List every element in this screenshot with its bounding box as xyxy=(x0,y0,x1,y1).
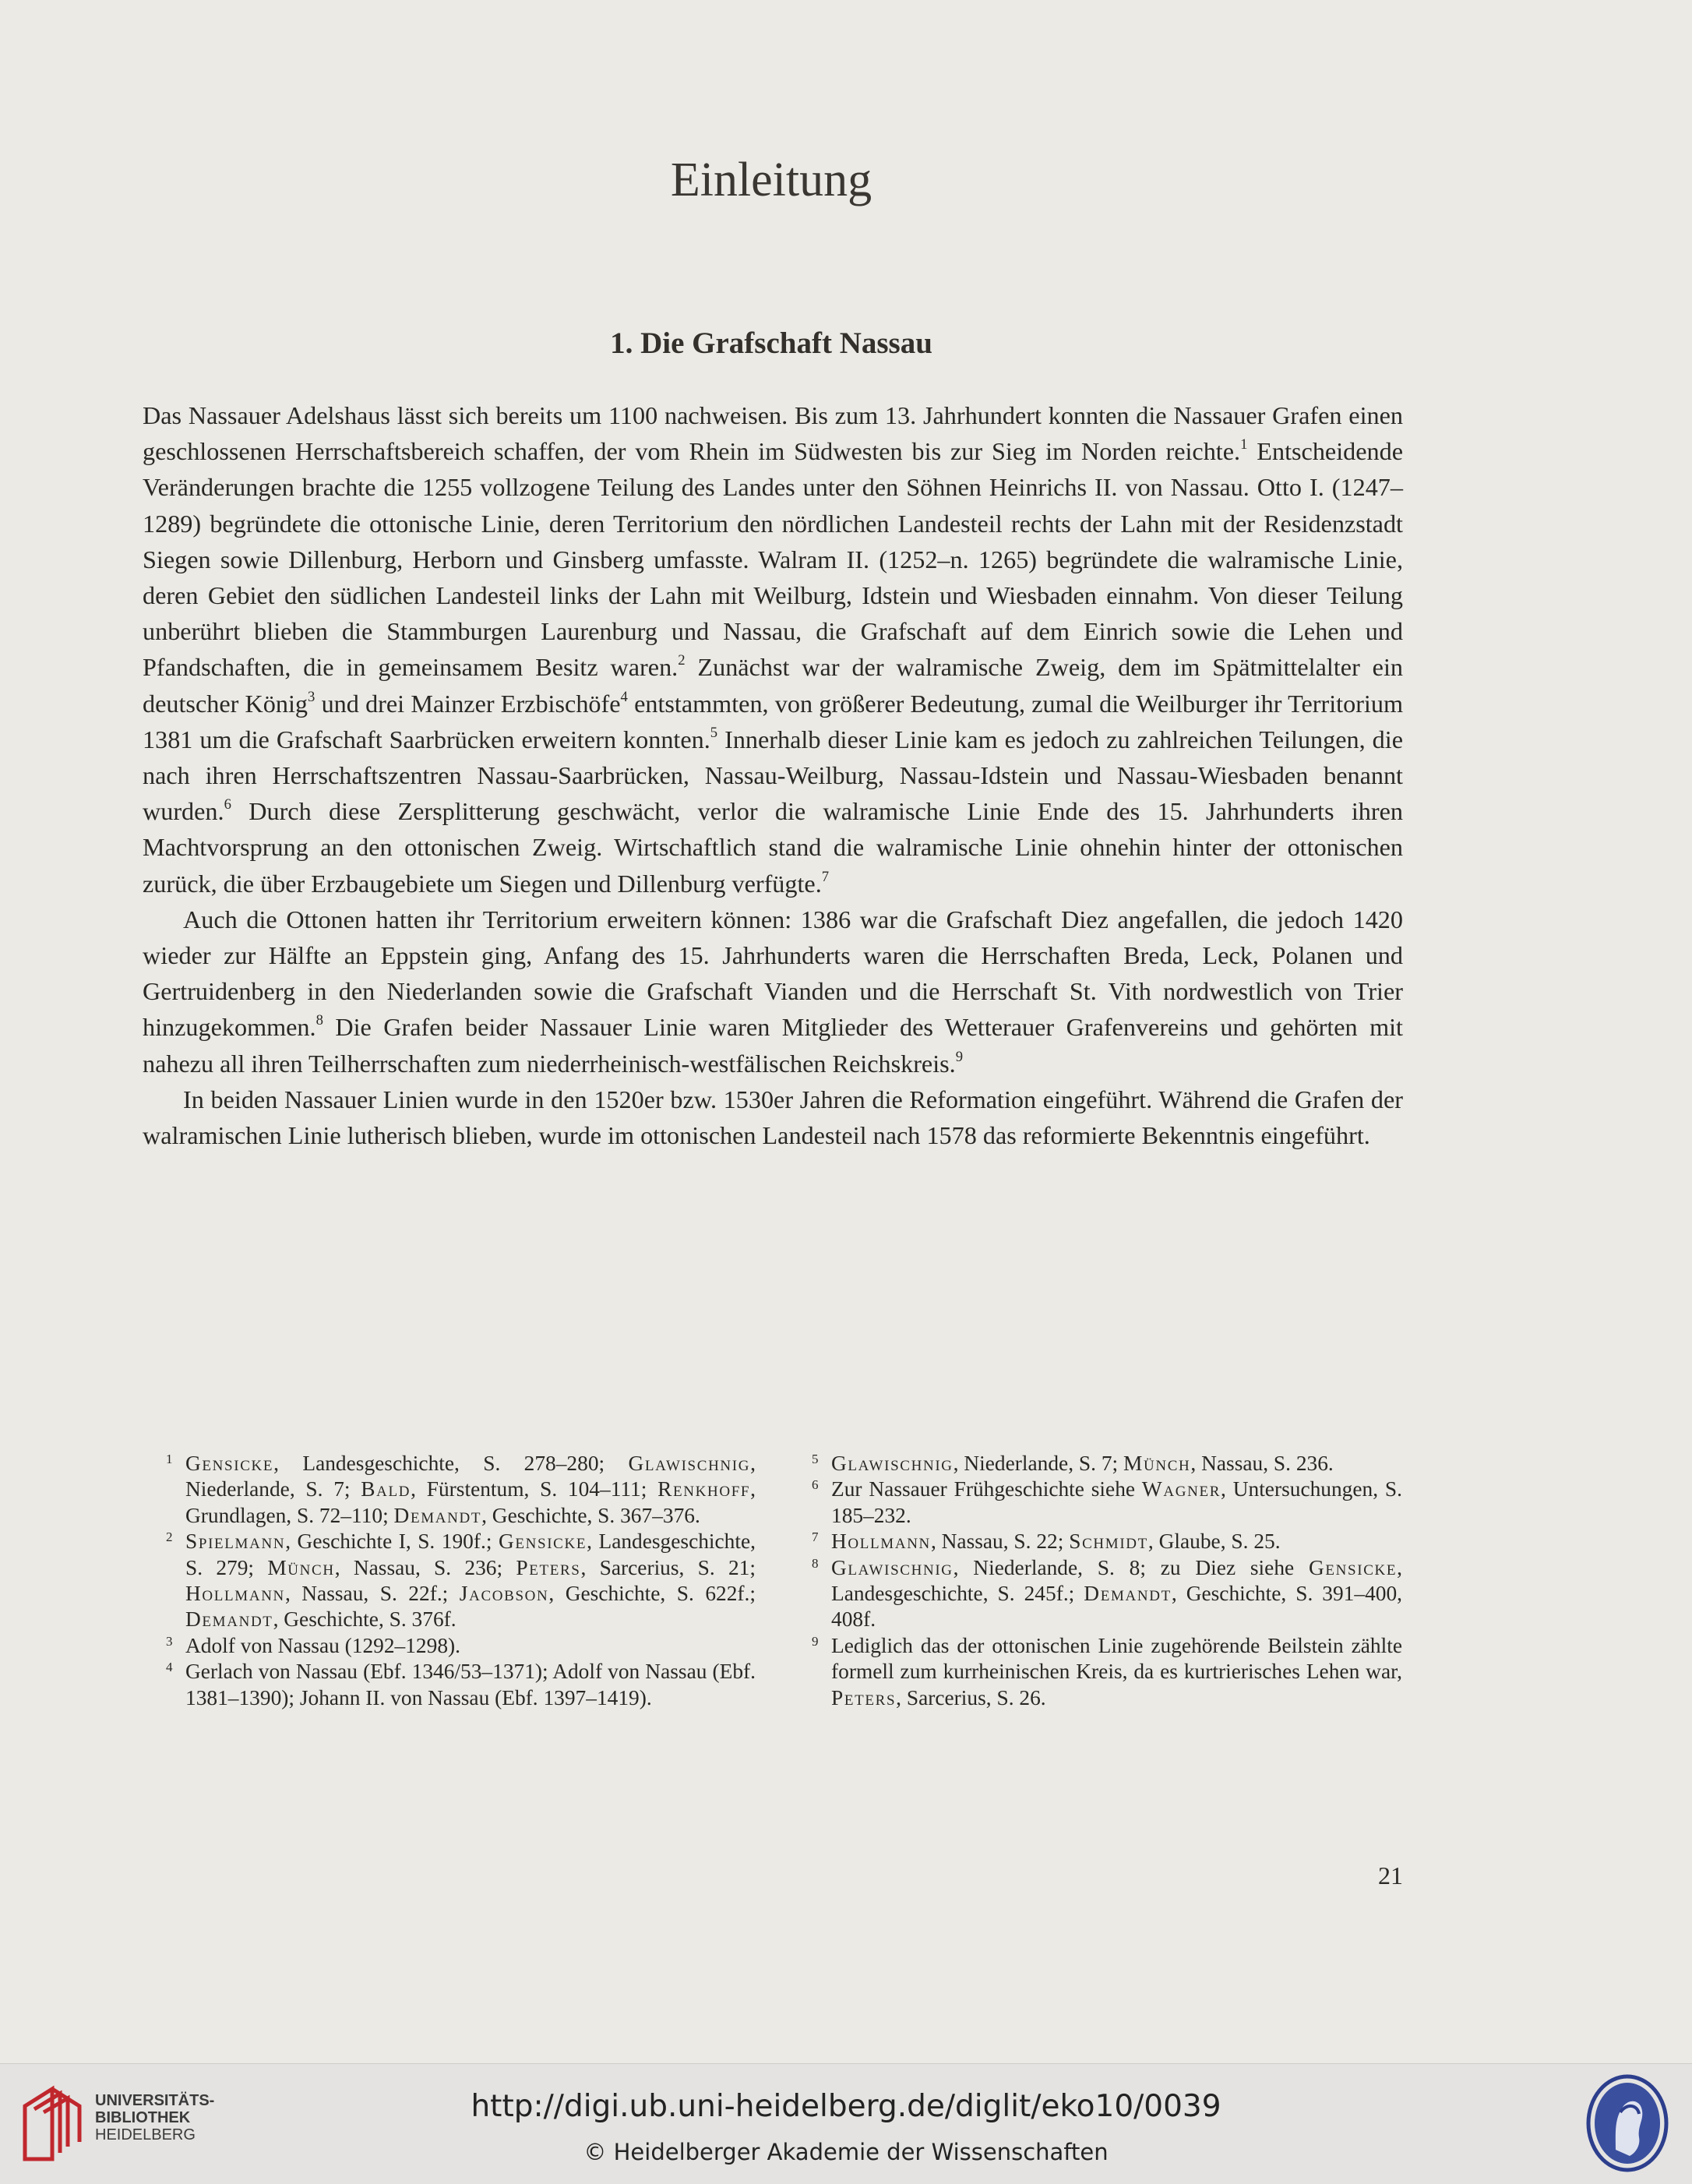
footnote-number: 4 xyxy=(166,1660,173,1675)
author-name: Wagner xyxy=(1141,1477,1221,1501)
author-name: Renkhoff xyxy=(657,1477,751,1501)
author-name: Münch xyxy=(1123,1452,1191,1475)
author-name: Jacobson xyxy=(459,1582,549,1606)
copyright-text: © Heidelberger Akademie der Wissenschaften xyxy=(583,2139,1109,2165)
footnote-marker[interactable]: 8 xyxy=(315,1012,323,1029)
author-name: Hollmann xyxy=(831,1530,931,1554)
author-name: Demandt xyxy=(1084,1582,1172,1606)
footnote-marker[interactable]: 2 xyxy=(678,652,686,669)
author-name: Münch xyxy=(267,1555,335,1579)
author-name: Peters xyxy=(831,1685,897,1709)
author-name: Gensicke xyxy=(498,1530,587,1554)
footnote: 1 Gensicke, Landesgeschichte, S. 278–280; Glawischnig, Niederlande, S. 7; Bald, Fürstentum, S. 104–111; Renkhoff, Grundlagen, S. 72–110; Demandt, Geschichte, S. 367–376. xyxy=(143,1451,756,1529)
footnote-number: 2 xyxy=(166,1530,173,1545)
footnote: 7 Hollmann, Nassau, S. 22; Schmidt, Glaube, S. 25. xyxy=(788,1529,1402,1554)
footer-bar xyxy=(0,2063,1692,2184)
source-url-link[interactable]: http://digi.ub.uni-heidelberg.de/diglit/eko10/0039 xyxy=(471,2089,1221,2124)
footnote-marker[interactable]: 7 xyxy=(821,868,830,885)
footnote: 3 Adolf von Nassau (1292–1298). xyxy=(143,1633,756,1659)
footnote-marker[interactable]: 4 xyxy=(620,688,628,705)
footnote-marker[interactable]: 5 xyxy=(710,724,718,741)
footnote: 6 Zur Nassauer Frühgeschichte siehe Wagner, Untersuchungen, S. 185–232. xyxy=(788,1477,1402,1529)
footnote-marker[interactable]: 6 xyxy=(224,796,231,813)
footnotes-right-column xyxy=(788,1451,1402,1711)
footnote-marker[interactable]: 3 xyxy=(308,688,315,705)
author-name: Glawischnig xyxy=(831,1555,954,1579)
author-name: Spielmann xyxy=(185,1530,286,1554)
author-name: Demandt xyxy=(393,1503,482,1527)
body-text xyxy=(143,397,1403,1153)
page-number: 21 xyxy=(1378,1861,1403,1889)
footnote-number: 8 xyxy=(812,1555,819,1571)
author-name: Gensicke xyxy=(1308,1555,1398,1579)
paragraph: Das Nassauer Adelshaus lässt sich bereits um 1100 nachweisen. Bis zum 13. Jahrhundert konnten die Nassauer Grafen einen geschlossenen Herrschaftsbereich schaffen, der vom Rhein im Südwesten bis zur Sieg im Norden reichte.$^1$ Entscheidende Veränderungen brachte die 1255 vollzogene Teilung des Landes unter den Söhnen Heinrichs II. von Nassau. Otto I. (1247–1289) begründete die ottonische Linie, deren Territorium den nördlichen Landesteil rechts der Lahn mit der Residenzstadt Siegen sowie Dillenburg, Herborn und Ginsberg umfasste. Walram II. (1252–n. 1265) begründete die walramische Linie, deren Gebiet den südlichen Landesteil links der Lahn mit Weilburg, Idstein und Wiesbaden einnahm. Von dieser Teilung unberührt blieben die Stammburgen Laurenburg und Nassau, die Grafschaft auf dem Einrich sowie die Lehen und Pfandschaften, die in gemeinsamem Besitz waren.$^2$ Zunächst war der walramische Zweig, dem im Spätmittelalter ein deutscher König$^3$ und drei Mainzer Erzbischöfe$^4$ entstammten, von größerer Bedeutung, zumal die Weilburger ihr Territorium 1381 um die Grafschaft Saarbrücken erweitern konnten.$^5$ Innerhalb dieser Linie kam es jedoch zu zahlreichen Teilungen, die nach ihren Herrschaftszentren Nassau-Saarbrücken, Nassau-Weilburg, Nassau-Idstein und Nassau-Wiesbaden benannt wurden.$^6$ Durch diese Zersplitterung geschwächt, verlor die walramische Linie Ende des 15. Jahrhunderts ihren Machtvorsprung an den ottonischen Zweig. Wirtschaftlich stand die walramische Linie ohnehin hinter der ottonischen zurück, die über Erzbaugebiete um Siegen und Dillenburg verfügte.$^7$ xyxy=(143,401,1404,898)
footnote: 5 Glawischnig, Niederlande, S. 7; Münch, Nassau, S. 236. xyxy=(788,1451,1402,1477)
author-name: Schmidt xyxy=(1069,1530,1148,1554)
footnote-number: 9 xyxy=(812,1633,819,1649)
paragraph: In beiden Nassauer Linien wurde in den 1520er bzw. 1530er Jahren die Reformation eingeführt. Während die Grafen der walramischen Linie lutherisch blieben, wurde im ottonischen Landesteil nach 1578 das reformierte Bekenntnis eingeführt. xyxy=(143,1085,1403,1150)
author-name: Peters xyxy=(516,1555,581,1579)
footnote: 2 Spielmann, Geschichte I, S. 190f.; Gensicke, Landesgeschichte, S. 279; Münch, Nassau, S. 236; Peters, Sarcerius, S. 21; Hollmann, Nassau, S. 22f.; Jacobson, Geschichte, S. 622f.; Demandt, Geschichte, S. 376f. xyxy=(143,1529,756,1633)
footnote: 4 Gerlach von Nassau (Ebf. 1346/53–1371); Adolf von Nassau (Ebf. 1381–1390); Johann II. von Nassau (Ebf. 1397–1419). xyxy=(143,1659,756,1711)
paragraph: Auch die Ottonen hatten ihr Territorium erweitern können: 1386 war die Grafschaft Diez angefallen, die jedoch 1420 wieder zur Hälfte an Eppstein ging, Anfang des 15. Jahrhunderts waren die Herrschaften Breda, Leck, Polanen und Gertruidenberg in den Niederlanden sowie die Grafschaft Vianden und die Herrschaft St. Vith nordwestlich von Trier hinzugekommen.$^8$ Die Grafen beider Nassauer Linie waren Mitglieder des Wetterauer Grafenvereins und gehörten mit nahezu all ihren Teilherrschaften zum niederrheinisch-westfälischen Reichskreis.$^9$ xyxy=(143,905,1403,1078)
footnote-marker[interactable]: 1 xyxy=(1240,436,1248,453)
footnote-number: 1 xyxy=(166,1452,173,1466)
footnote-number: 7 xyxy=(812,1530,819,1545)
academy-seal-icon[interactable] xyxy=(1584,2072,1670,2175)
footnote-number: 5 xyxy=(812,1452,819,1466)
page-title: Einleitung xyxy=(670,153,872,206)
author-name: Gensicke xyxy=(185,1452,274,1475)
footnotes-left-column xyxy=(143,1451,756,1711)
author-name: Glawischnig xyxy=(831,1452,954,1475)
author-name: Glawischnig xyxy=(628,1452,751,1475)
library-name: UNIVERSITÄTS- BIBLIOTHEK HEIDELBERG xyxy=(95,2092,215,2143)
author-name: Demandt xyxy=(185,1607,273,1632)
footnote-marker[interactable]: 9 xyxy=(955,1048,964,1065)
footnote: 9 Lediglich das der ottonischen Linie zugehörende Beilstein zählte formell zum kurrheinischen Kreis, da es kurtrierisches Lehen war, Peters, Sarcerius, S. 26. xyxy=(788,1633,1402,1711)
footnote-number: 3 xyxy=(166,1633,173,1649)
footnote: 8 Glawischnig, Niederlande, S. 8; zu Diez siehe Gensicke, Landesgeschichte, S. 245f.; Demandt, Geschichte, S. 391–400, 408f. xyxy=(788,1555,1402,1633)
author-name: Bald xyxy=(361,1477,411,1501)
author-name: Hollmann xyxy=(185,1582,285,1606)
section-heading: 1. Die Grafschaft Nassau xyxy=(610,326,932,360)
footnote-number: 6 xyxy=(812,1477,819,1493)
